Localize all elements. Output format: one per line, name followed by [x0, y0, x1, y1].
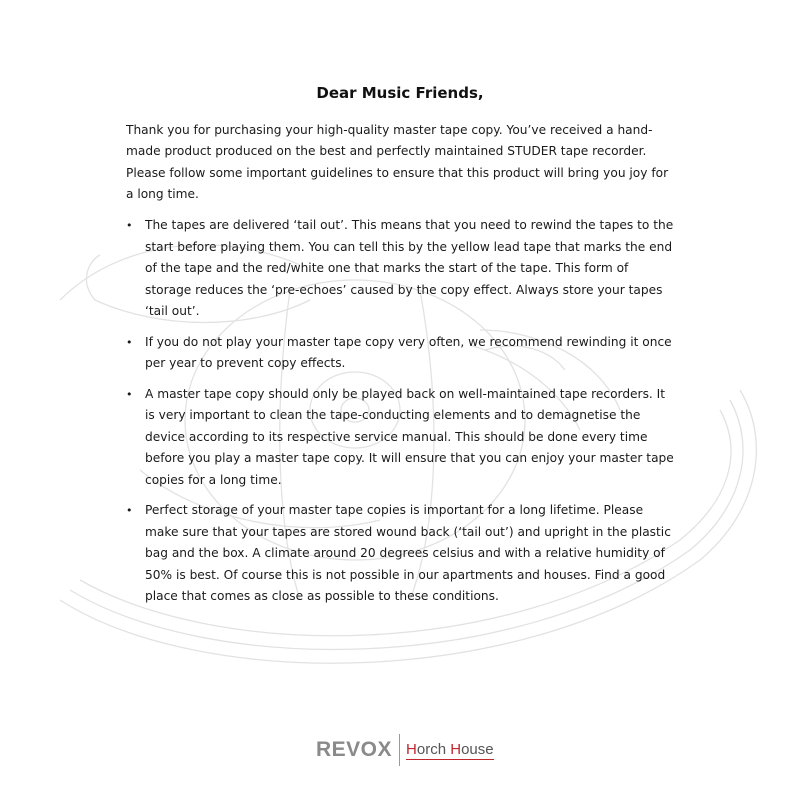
- guidelines-list: [126, 215, 674, 608]
- guideline-text: The tapes are delivered ‘tail out’. This means that you need to rewind the tapes to the start before playing them. You can tell this by the yellow lead tape that marks the end of the tape and the red/white one that marks the start of the tape. This form of storage reduces the ‘pre-echoes’ caused by the copy effect. Always store your tapes ‘tail out’.: [145, 218, 674, 319]
- intro-paragraph: Please follow some important guidelines to ensure that this product will bring you joy for a long time.: [126, 165, 669, 201]
- bullet-icon: •: [126, 219, 133, 233]
- horch-house-text: ouse: [461, 740, 494, 758]
- guideline-item: [126, 384, 674, 492]
- guideline-item: [126, 500, 674, 608]
- horch-house-text: orch: [416, 740, 451, 758]
- horch-house-initial: H: [450, 740, 462, 758]
- guideline-item: [126, 332, 674, 375]
- guideline-text: Perfect storage of your master tape copies is important for a long lifetime. Please make sure that your tapes are stored wound back (‘tail out’) and upright in the plastic bag and the box. A climate around 20 degrees celsius and with a relative humidity of 50% is best. Of course this is not possible in our apartments and houses. Find a good place that comes as close as possible to these conditions.: [145, 503, 671, 604]
- revox-logo: REVOX: [316, 738, 393, 761]
- bullet-icon: •: [126, 335, 133, 349]
- bullet-icon: •: [126, 504, 133, 518]
- bullet-icon: •: [126, 387, 133, 401]
- letter-greeting: Dear Music Friends,: [316, 84, 484, 102]
- horch-house-initial: H: [406, 740, 417, 758]
- guideline-text: If you do not play your master tape copy very often, we recommend rewinding it once per year to prevent copy effects.: [145, 334, 672, 371]
- guideline-item: [126, 215, 674, 323]
- logo-divider: [399, 734, 400, 766]
- letter-body: [126, 84, 674, 617]
- guideline-text: A master tape copy should only be played back on well-maintained tape recorders. It is very important to clean the tape-conducting elements and to demagnetise the device according to its respective service manual. This should be done every time before you play a master tape copy. It will ensure that you can enjoy your master tape copies for a long time.: [145, 386, 674, 487]
- footer-logos: [316, 734, 494, 766]
- horch-house-logo: [406, 741, 494, 760]
- intro-paragraph: Thank you for purchasing your high-quality master tape copy. You’ve received a hand-made product produced on the best and perfectly maintained STUDER tape recorder.: [126, 123, 653, 159]
- intro-section: [126, 120, 674, 205]
